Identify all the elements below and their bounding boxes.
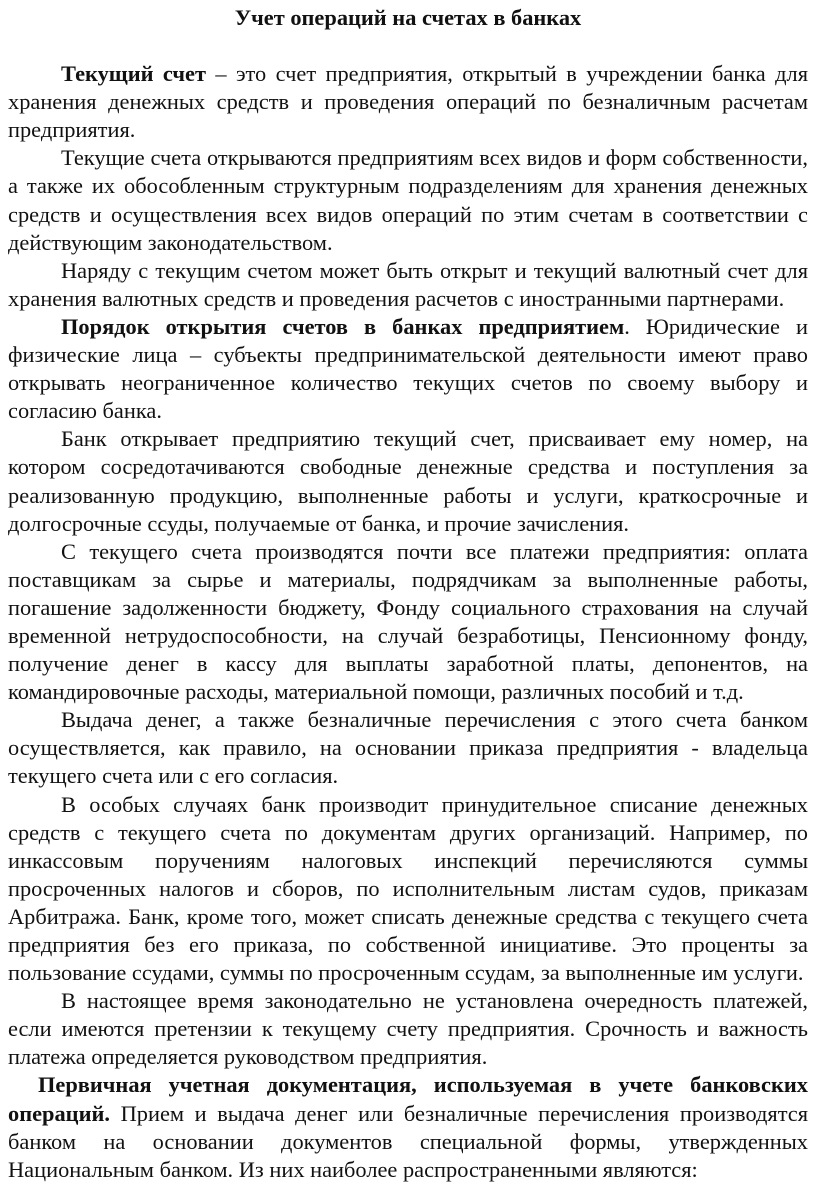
paragraph-text: С текущего счета производятся почти все платежи предприятия: оплата поставщикам за сырье и материалы, подрядчикам за выполненные работы, погашение задолженности бюджету, Фонду социального страхования на случай временной нетрудоспособности, на случай безработицы, Пенсионному фонду, получение денег в кассу для выплаты заработной платы, депонентов, на командировочные расходы, материальной помощи, различных пособий и т.д. [8, 538, 808, 705]
paragraph-forced-debit [8, 791, 808, 988]
paragraph-account-opening-scope [8, 144, 808, 256]
paragraph-text: . Юридические и физические лица – субъекты предпринимательской деятельности имеют право открывать неограниченное количество текущих счетов по своему выбору и согласию банка. [8, 313, 808, 424]
paragraph-bank-assigns-number [8, 425, 808, 537]
paragraph-text: Текущие счета открываются предприятиям всех видов и форм собственности, а также их обособленным структурным подразделениям для хранения денежных средств и осуществления всех видов операций по этим счетам в соответствии с действующим законодательством. [8, 145, 808, 255]
term-opening-procedure: Порядок открытия счетов в банках предприятием [61, 313, 625, 339]
paragraph-text: Прием и выдача денег или безналичные перечисления производятся банком на основании документов специальной формы, утвержденных Национальным банком. Из них наиболее распространенными являются: [8, 1100, 808, 1182]
document-title: Учет операций на счетах в банках [234, 5, 582, 30]
paragraph-text: – это счет предприятия, открытый в учреждении банка для хранения денежных средств и проведения операций по безналичным расчетам предприятия. [8, 61, 808, 143]
paragraph-text: В особых случаях банк производит принудительное списание денежных средств с текущего счета по документам других организаций. Например, по инкассовым поручениям налоговых инспекций перечисляются суммы просроченных налогов и сборов, по исполнительным листам судов, приказам Арбитража. Банк, кроме того, может списать денежные средства с текущего счета предприятия без его приказа, по собственной инициативе. Это проценты за пользование ссудами, суммы по просроченным ссудам, за выполненные им услуги. [8, 791, 808, 986]
term-current-account: Текущий счет [61, 61, 206, 87]
term-primary-documentation: Первичная учетная документация, используемая в учете банковских операций. [8, 1072, 808, 1126]
paragraph-payment-priority [8, 987, 808, 1071]
paragraph-text: В настоящее время законодательно не установлена очередность платежей, если имеются претензии к текущему счету предприятия. Срочность и важность платежа определяется руководством предприятия. [8, 988, 808, 1070]
paragraph-primary-documentation [8, 1071, 808, 1183]
paragraph-current-account-definition [8, 60, 808, 144]
paragraph-text: Банк открывает предприятию текущий счет, присваивает ему номер, на котором сосредотачиваются свободные денежные средства и поступления за реализованную продукцию, выполненные работы и услуги, краткосрочные и долгосрочные ссуды, получаемые от банка, и прочие зачисления. [8, 426, 808, 536]
paragraph-currency-account [8, 257, 808, 313]
paragraph-text: Наряду с текущим счетом может быть открыт и текущий валютный счет для хранения валютных средств и проведения расчетов с иностранными партнерами. [8, 257, 808, 311]
paragraph-payments-from-account [8, 538, 808, 707]
paragraph-opening-procedure [8, 313, 808, 425]
paragraph-text: Выдача денег, а также безналичные перечисления с этого счета банком осуществляется, как правило, на основании приказа предприятия - владельца текущего счета или с его согласия. [8, 707, 808, 789]
paragraph-cash-withdrawal [8, 706, 808, 790]
